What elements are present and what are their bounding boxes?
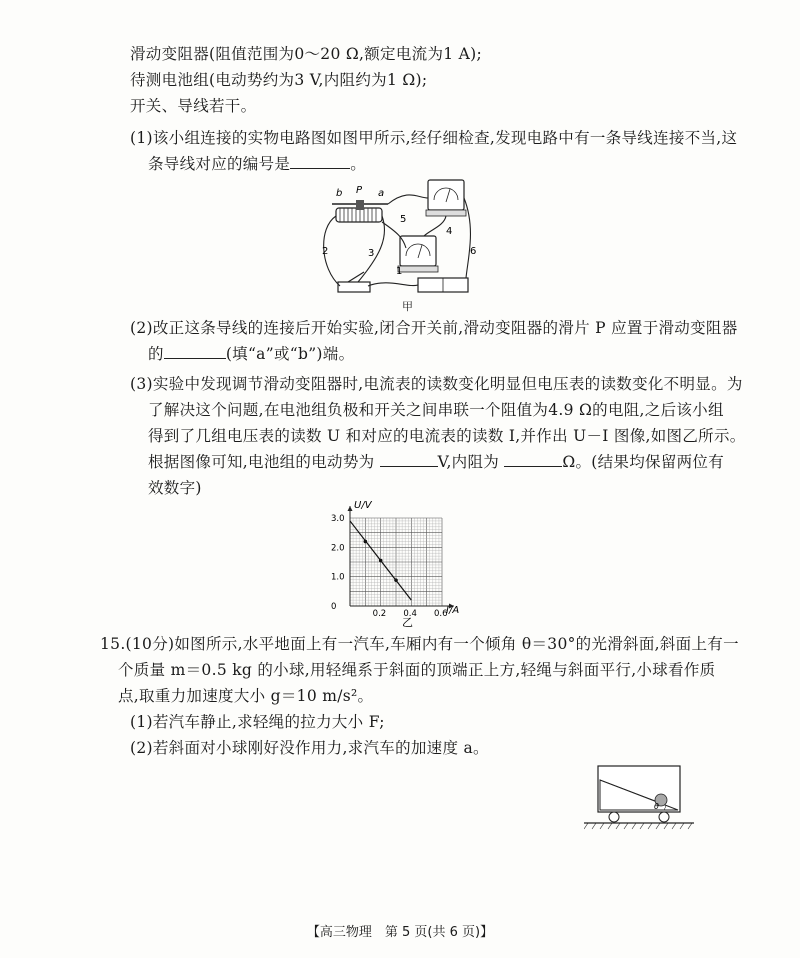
q15-sub1: (1)若汽车静止,求轻绳的拉力大小 F;: [130, 713, 385, 731]
rheostat-slider: [356, 200, 364, 210]
answer-blank-resistance[interactable]: [504, 452, 562, 467]
chart-ylabel: U/V: [354, 500, 372, 511]
answer-blank-emf[interactable]: [380, 452, 438, 467]
q14-part2-line1: (2)改正这条导线的连接后开始实验,闭合开关前,滑动变阻器的滑片 P 应置于滑动变阻器: [130, 319, 738, 337]
wire-number-5: 5: [400, 214, 407, 225]
x-tick-label: 0.4: [403, 609, 417, 619]
material-rheostat: 滑动变阻器(阻值范围为0～20 Ω,额定电流为1 A);: [130, 45, 482, 63]
q14-part3-text-a: 根据图像可知,电池组的电动势为: [148, 453, 375, 471]
q14-part1-line1: (1)该小组连接的实物电路图如图甲所示,经仔细检查,发现电路中有一条导线连接不当,这: [130, 129, 738, 147]
y-tick-label: 0: [331, 602, 337, 612]
x-tick-label: 0.2: [372, 609, 387, 619]
data-point: [394, 578, 398, 582]
q14-part3-text-c: Ω。(结果均保留两位有: [562, 453, 725, 471]
x-tick-label: 0.6: [434, 609, 448, 619]
material-battery: 待测电池组(电动势约为3 V,内阻约为1 Ω);: [130, 71, 428, 89]
q15-line2: 个质量 m＝0.5 kg 的小球,用轻绳系于斜面的顶端正上方,轻绳与斜面平行,小球看作质: [118, 661, 716, 679]
wire-number-3: 3: [368, 248, 375, 259]
q15-sub2: (2)若斜面对小球刚好没作用力,求汽车的加速度 a。: [130, 739, 489, 757]
y-axis-arrow: [348, 506, 353, 511]
q14-part3-line2: 了解决这个问题,在电池组负极和开关之间串联一个阻值为4.9 Ω的电阻,之后该小组: [148, 401, 724, 419]
q14-part1-text: 条导线对应的编号是: [148, 155, 291, 173]
page-footer: 【高三物理 第 5 页(共 6 页)】: [306, 925, 494, 940]
switch: [338, 282, 370, 292]
answer-blank-wire-number[interactable]: [290, 154, 350, 169]
wire-number-2: 2: [322, 246, 329, 257]
q14-part1-line2: [148, 154, 366, 174]
answer-blank-slider-end[interactable]: [164, 344, 226, 359]
circuit-caption: 甲: [402, 300, 413, 313]
rheostat-coil: [336, 208, 382, 222]
data-point: [364, 540, 368, 544]
chart-axes: [348, 506, 455, 609]
q14-part3-line4: [148, 452, 724, 472]
chart-grid: [350, 518, 442, 606]
q14-part3-line5: 效数字): [148, 479, 202, 497]
q15-line1: 15.(10分)如图所示,水平地面上有一汽车,车厢内有一个倾角 θ＝30°的光滑斜面,斜面上有一: [100, 635, 739, 653]
label-P: P: [356, 185, 363, 196]
y-tick-label: 3.0: [331, 514, 345, 524]
wheel-left: [609, 812, 619, 822]
voltmeter: [400, 236, 436, 266]
q14-part2-line2: [148, 344, 354, 364]
q15-line3: 点,取重力加速度大小 g＝10 m/s²。: [118, 687, 374, 705]
angle-theta: θ: [654, 802, 659, 811]
wheel-right: [659, 812, 669, 822]
car-incline-figure: [584, 762, 694, 832]
chart-xlabel: I/A: [446, 605, 460, 616]
chart-caption: 乙: [402, 616, 413, 629]
data-point: [379, 559, 383, 563]
wire-number-1: 1: [396, 266, 403, 277]
material-switch: 开关、导线若干。: [130, 97, 257, 115]
q14-part2-text: 的: [148, 345, 164, 363]
q14-part3-line1: (3)实验中发现调节滑动变阻器时,电流表的读数变化明显但电压表的读数变化不明显。为: [130, 375, 743, 393]
q14-part3-text-b: V,内阻为: [437, 453, 500, 471]
q14-part2-end: (填“a”或“b”)端。: [225, 345, 355, 363]
label-a: a: [378, 188, 385, 199]
q14-part1-end: 。: [350, 155, 367, 173]
y-tick-label: 2.0: [331, 543, 345, 554]
ammeter: [428, 180, 464, 210]
ui-chart: [318, 496, 478, 636]
wire-number-6: 6: [470, 246, 477, 257]
label-b: b: [336, 188, 343, 199]
circuit-diagram: [318, 178, 478, 308]
q14-part3-line3: 得到了几组电压表的读数 U 和对应的电流表的读数 I,并作出 U－I 图像,如图乙所示。: [148, 427, 746, 445]
wire-number-4: 4: [446, 226, 453, 237]
y-tick-label: 1.0: [331, 572, 345, 583]
